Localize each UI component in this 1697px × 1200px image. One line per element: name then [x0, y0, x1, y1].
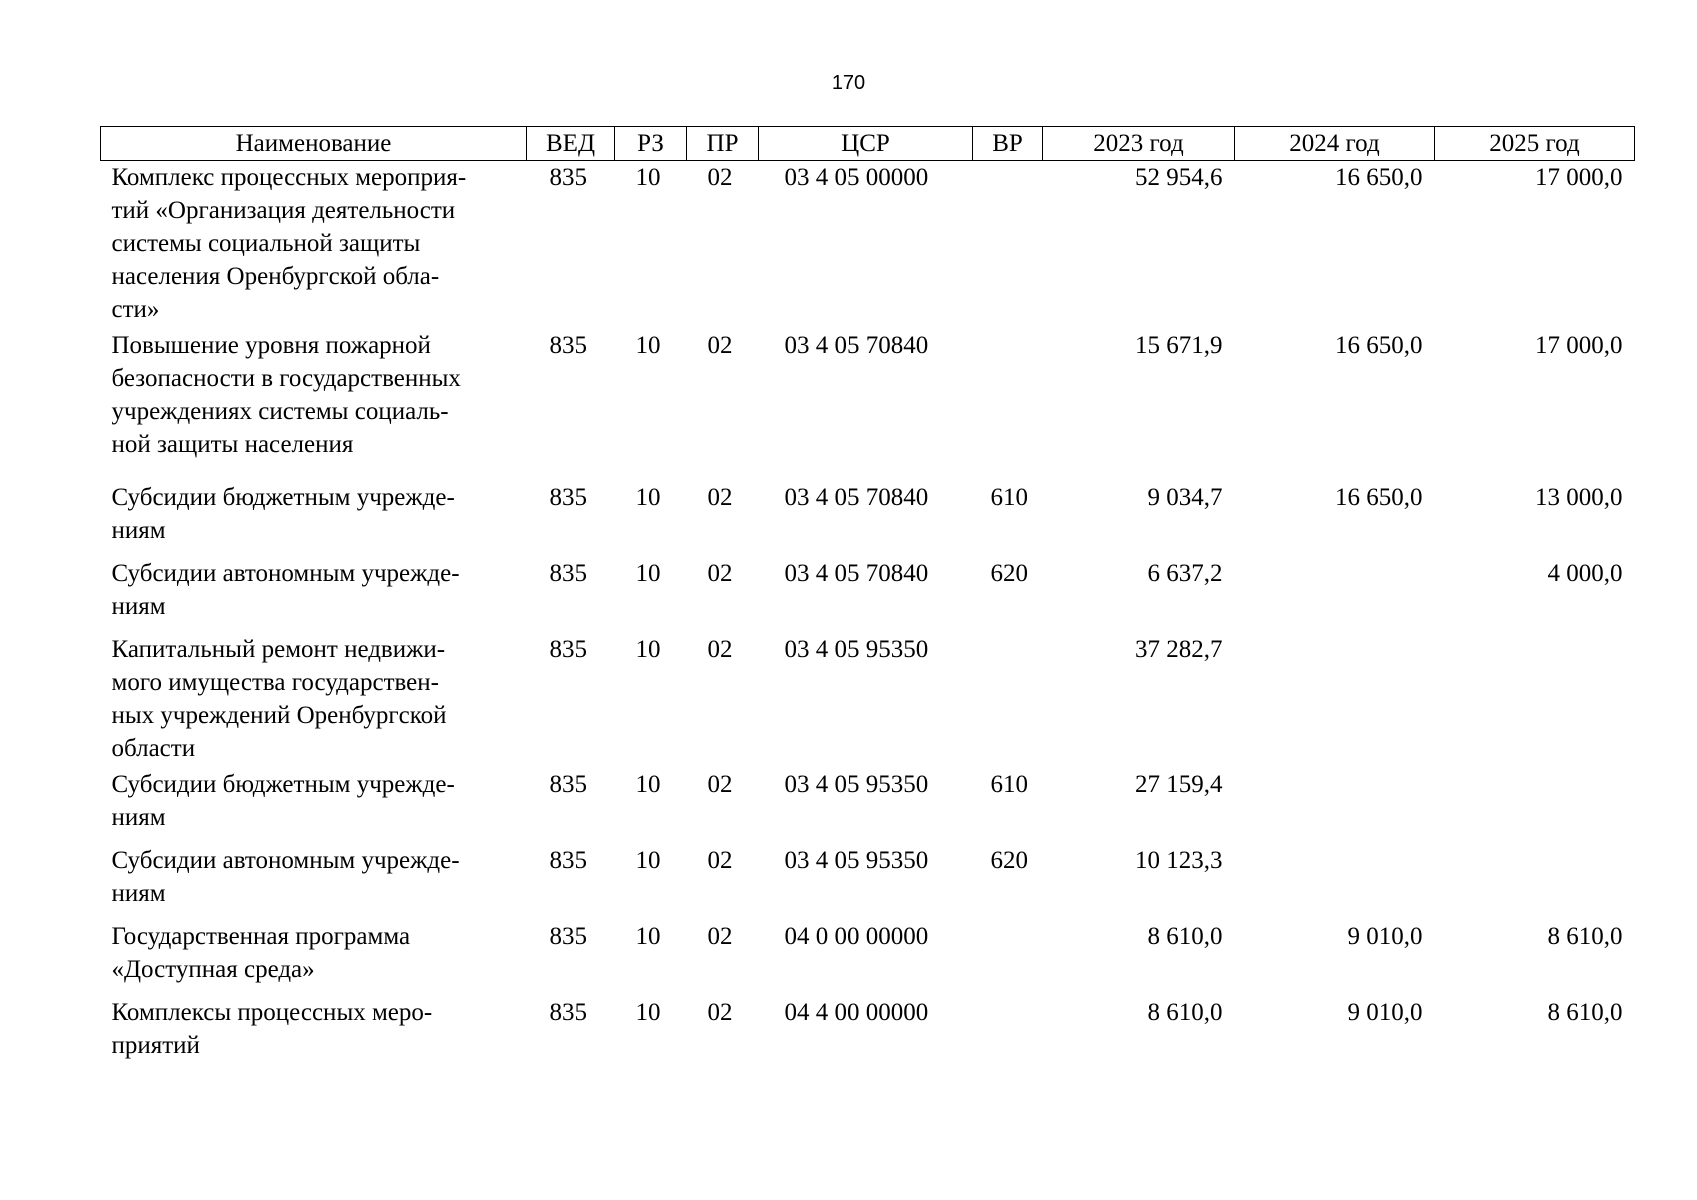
cell-csr: 04 0 00 00000: [784, 923, 929, 950]
cell-ved: 835: [549, 164, 587, 191]
cell-csr: 03 4 05 95350: [784, 771, 929, 798]
header-2024: 2024 год: [1235, 127, 1435, 161]
cell-csr: 03 4 05 70840: [784, 560, 929, 587]
cell-2025: 17 000,0: [1535, 164, 1623, 191]
cell-2024: [1235, 768, 1435, 844]
name-line: ниям: [111, 517, 166, 544]
cell-2023: 8 610,0: [1147, 999, 1223, 1026]
cell-pr: 02: [707, 771, 733, 798]
name-line: Субсидии бюджетным учрежде-: [111, 484, 455, 511]
name-line: безопасности в государственных: [111, 365, 461, 392]
cell-csr: 04 4 00 00000: [784, 999, 929, 1026]
cell-2024: 9 010,0: [1347, 923, 1423, 950]
cell-2023: 52 954,6: [1135, 164, 1223, 191]
name-line: Субсидии автономным учрежде-: [111, 847, 460, 874]
name-line: мого имущества государствен-: [111, 669, 439, 696]
cell-2025: 4 000,0: [1547, 560, 1623, 587]
cell-2023: 10 123,3: [1135, 847, 1223, 874]
cell-2024: 16 650,0: [1335, 332, 1423, 359]
cell-rz: 10: [635, 636, 661, 663]
table-row: [101, 633, 1635, 768]
header-ved: ВЕД: [527, 127, 615, 161]
cell-2025: [1435, 768, 1635, 844]
header-rz: РЗ: [615, 127, 687, 161]
name-line: учреждениях системы социаль-: [111, 398, 449, 425]
header-pr: ПР: [687, 127, 759, 161]
name-line: населения Оренбургской обла-: [111, 263, 440, 290]
cell-2025: [1435, 633, 1635, 768]
name-line: системы социальной защиты: [111, 230, 421, 257]
budget-table: [100, 126, 1635, 1072]
header-vr: ВР: [973, 127, 1043, 161]
cell-2025: 8 610,0: [1547, 999, 1623, 1026]
name-line: ниям: [111, 593, 166, 620]
cell-2023: 27 159,4: [1135, 771, 1223, 798]
table-header: [101, 127, 1635, 161]
cell-rz: 10: [635, 923, 661, 950]
name-line: Субсидии автономным учрежде-: [111, 560, 460, 587]
header-csr: ЦСР: [759, 127, 973, 161]
cell-pr: 02: [707, 332, 733, 359]
cell-pr: 02: [707, 999, 733, 1026]
cell-rz: 10: [635, 771, 661, 798]
cell-2025: [1435, 844, 1635, 920]
cell-csr: 03 4 05 70840: [784, 332, 929, 359]
cell-pr: 02: [707, 164, 733, 191]
name-line: ниям: [111, 880, 166, 907]
name-line: сти»: [111, 296, 160, 323]
cell-vr: [973, 161, 1043, 330]
cell-2024: [1235, 557, 1435, 633]
header-2023: 2023 год: [1043, 127, 1235, 161]
name-line: приятий: [111, 1032, 200, 1059]
cell-name: [101, 633, 527, 768]
cell-rz: 10: [635, 332, 661, 359]
cell-rz: 10: [635, 560, 661, 587]
table-row: [101, 920, 1635, 996]
cell-ved: 835: [549, 771, 587, 798]
cell-vr: [973, 996, 1043, 1072]
cell-ved: 835: [549, 560, 587, 587]
cell-pr: 02: [707, 847, 733, 874]
name-line: ных учреждений Оренбургской: [111, 702, 447, 729]
name-line: Субсидии бюджетным учрежде-: [111, 771, 455, 798]
cell-ved: 835: [549, 923, 587, 950]
cell-2024: 16 650,0: [1335, 484, 1423, 511]
cell-csr: 03 4 05 95350: [784, 847, 929, 874]
cell-pr: 02: [707, 636, 733, 663]
cell-csr: 03 4 05 70840: [784, 484, 929, 511]
cell-name: [101, 844, 527, 920]
header-name: Наименование: [101, 127, 527, 161]
cell-2024: [1235, 633, 1435, 768]
cell-rz: 10: [635, 484, 661, 511]
cell-2024: 9 010,0: [1347, 999, 1423, 1026]
name-line: тий «Организация деятельности: [111, 197, 456, 224]
cell-2023: 6 637,2: [1147, 560, 1223, 587]
cell-vr: [973, 329, 1043, 481]
cell-name: [101, 557, 527, 633]
cell-2024: [1235, 844, 1435, 920]
cell-name: [101, 996, 527, 1072]
header-2025: 2025 год: [1435, 127, 1635, 161]
cell-vr: 620: [990, 560, 1028, 587]
name-line: Повышение уровня пожарной: [111, 332, 431, 359]
cell-2025: 8 610,0: [1547, 923, 1623, 950]
name-line: Капитальный ремонт недвижи-: [111, 636, 446, 663]
cell-rz: 10: [635, 847, 661, 874]
cell-vr: 610: [990, 771, 1028, 798]
name-line: ниям: [111, 804, 166, 831]
cell-rz: 10: [635, 164, 661, 191]
cell-pr: 02: [707, 923, 733, 950]
cell-rz: 10: [635, 999, 661, 1026]
table-row: [101, 481, 1635, 557]
table-row: [101, 768, 1635, 844]
cell-2023: 15 671,9: [1135, 332, 1223, 359]
cell-2023: 37 282,7: [1135, 636, 1223, 663]
cell-name: [101, 481, 527, 557]
header-row: [101, 127, 1635, 161]
name-line: Комплекс процессных мероприя-: [111, 164, 467, 191]
cell-vr: [973, 633, 1043, 768]
cell-2024: 16 650,0: [1335, 164, 1423, 191]
cell-vr: [973, 920, 1043, 996]
table-row: [101, 557, 1635, 633]
cell-ved: 835: [549, 999, 587, 1026]
page-number: 170: [831, 72, 866, 94]
cell-2025: 17 000,0: [1535, 332, 1623, 359]
table-body: [101, 161, 1635, 1073]
cell-2023: 8 610,0: [1147, 923, 1223, 950]
cell-csr: 03 4 05 00000: [784, 164, 929, 191]
cell-pr: 02: [707, 560, 733, 587]
name-line: области: [111, 735, 196, 762]
table-row: [101, 161, 1635, 330]
cell-name: [101, 161, 527, 330]
table-row: [101, 329, 1635, 481]
cell-ved: 835: [549, 636, 587, 663]
cell-name: [101, 768, 527, 844]
name-line: «Доступная среда»: [111, 956, 315, 983]
cell-ved: 835: [549, 847, 587, 874]
name-line: ной защиты населения: [111, 431, 354, 458]
cell-csr: 03 4 05 95350: [784, 636, 929, 663]
cell-vr: 610: [990, 484, 1028, 511]
cell-2025: 13 000,0: [1535, 484, 1623, 511]
cell-vr: 620: [990, 847, 1028, 874]
cell-ved: 835: [549, 332, 587, 359]
name-line: Комплексы процессных меро-: [111, 999, 433, 1026]
table-row: [101, 996, 1635, 1072]
name-line: Государственная программа: [111, 923, 411, 950]
cell-name: [101, 329, 527, 481]
cell-ved: 835: [549, 484, 587, 511]
cell-pr: 02: [707, 484, 733, 511]
cell-2023: 9 034,7: [1147, 484, 1223, 511]
cell-name: [101, 920, 527, 996]
table-row: [101, 844, 1635, 920]
